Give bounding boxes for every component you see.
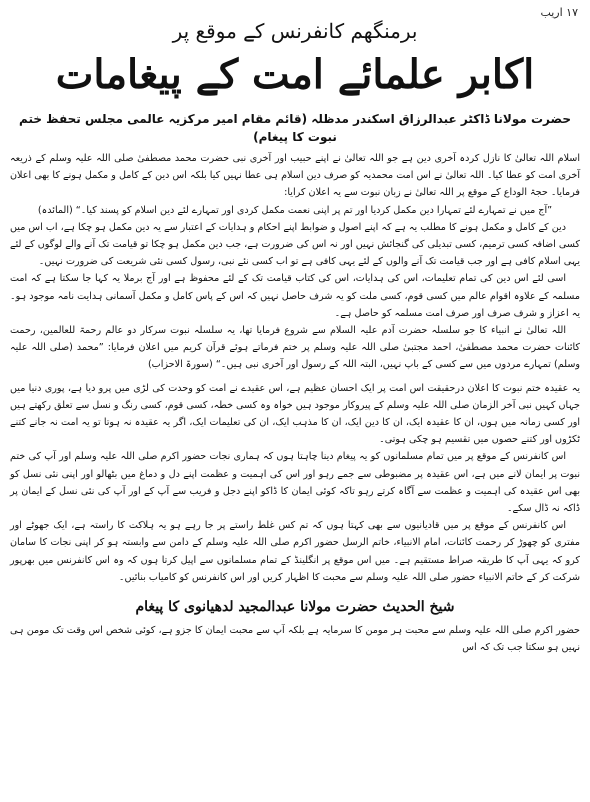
body-text (10, 150, 580, 586)
page-number: ۱۷ اریب (540, 6, 578, 19)
paragraph: اسی لئے اس دین کی تمام تعلیمات، اس کی ہدایات، اس کی کتاب قیامت تک کے لئے محفوظ ہے اور آج برملا یہ کہا جا سکتا ہے کہ امت مسلمہ کے علاوہ اقوام عالم میں کسی قوم، کسی ملت کو یہ شرف حاصل نہیں کہ اس کے پاس کامل و مکمل آسمانی ہدایت نامہ موجود ہو۔ یہ اعزاز و شرف صرف اور صرف امت مسلمہ کو حاصل ہے۔ (10, 273, 580, 319)
quran-quote: ”آج میں نے تمہارے لئے تمہارا دین مکمل کردیا اور تم پر اپنی نعمت مکمل کردی اور تمہارے لئے دین اسلام کو پسند کیا۔“ (المائدہ) (37, 204, 553, 216)
paragraph: یہ عقیدہ ختم نبوت کا اعلان درحقیقت اس امت پر ایک احسان عظیم ہے، اس عقیدے نے امت کو وحدت کی لڑی میں پرو دیا ہے، پوری دنیا میں جہاں کہیں نبی آخر الزمان صلی اللہ علیہ وسلم کے پیروکار موجود ہیں خواہ وہ کسی خطہ، کسی قوم، کسی رنگ و نسل سے تعلق رکھتے ہیں اور کسی زمانہ میں ہوں، ان کا عقیدہ ایک، ان کا دین ایک، ان کا مذہب ایک، ان کی تعلیمات ایک، اگر یہ عقیدہ نہ ہوتا تو یہ امت نہ جانے کتنے ٹکڑوں اور کتنے حصوں میں تقسیم ہو چکی ہوتی۔ (10, 382, 580, 446)
paragraph: دین کے کامل و مکمل ہونے کا مطلب یہ ہے کہ اپنے اصول و ضوابط اپنے احکام و ہدایات کے اعتبار سے یہ دین مکمل ہو چکا ہے، اب اس میں کسی اضافہ کسی ترمیم، کسی تبدیلی کی گنجائش نہیں اور نہ اس کی ضرورت ہے، جب دین مکمل ہو چکا تو قیامت تک آنے والے لوگوں کے لئے یہی اسلام کافی ہے اور جب قیامت تک آنے والوں کے لئے یہی کافی ہے تو اب کسی نئے نبی، رسول کسی نئی شریعت کی ضرورت نہیں۔ (10, 221, 580, 268)
paragraph: اسلام اللہ تعالیٰ کا نازل کردہ آخری دین ہے جو اللہ تعالیٰ نے اپنے حبیب اور آخری نبی حضرت محمد مصطفیٰ صلی اللہ علیہ وسلم کے ذریعہ آخری امت کو عطا کیا۔ اللہ تعالیٰ نے اس امت محمدیہ کو صرف دین اسلام ہی عطا نہیں کیا بلکہ اس دین کے کامل و مکمل ہونے کا بھی اعلان فرمایا۔ حجۃ الوداع کے موقع پر اللہ تعالیٰ نے زبان نبوت سے یہ اعلان کرایا: (10, 153, 580, 199)
section-title: شیخ الحدیث حضرت مولانا عبدالمجید لدھیانوی کا پیغام (135, 599, 455, 616)
pre-title: برمنگھم کانفرنس کے موقع پر (172, 19, 418, 43)
main-title: اکابر علمائے امت کے پیغامات (55, 51, 535, 98)
speaker-heading: حضرت مولانا ڈاکٹر عبدالرزاق اسکندر مدظلہ (قائم مقام امیر مرکزیہ عالمی مجلس تحفظ ختم نبوت کا پیغام) (19, 112, 571, 144)
paragraph: اس کانفرنس کے موقع پر میں تمام مسلمانوں کو یہ پیغام دینا چاہتا ہوں کہ ہماری نجات حضور اکرم صلی اللہ علیہ وسلم اور آپ کی ختم نبوت پر ایمان لانے میں ہے، اس عقیدہ پر مضبوطی سے جمے رہو اور اس کی اہمیت و عظمت اپنے دل و دماغ میں بٹھالو اور اپنی نئی نسل کو بھی اس عقیدہ کی اہمیت و عظمت سے آگاہ کرتے رہو تاکہ کوئی ایمان کا ڈاکو اپنے دجل و فریب سے آپ کے اور آپ کی نئی نسل کے ایمان پر ڈاکہ نہ ڈال سکے۔ (10, 451, 580, 515)
paragraph: اس کانفرنس کے موقع پر میں قادیانیوں سے بھی کہتا ہوں کہ تم کس غلط راستے پر جا رہے ہو یہ ہلاکت کا راستہ ہے، ایک جھوٹے اور مفتری کو چھوڑ کر رحمت کائنات، امام الانبیاء، خاتم الرسل حضور اکرم صلی اللہ علیہ وسلم کے دامن سے وابستہ ہو کر اپنی نجات کا سامان کرو کہ یہی آپ کا طریقہ صراط مستقیم ہے۔ میں اس موقع پر انگلینڈ کے تمام مسلمانوں سے اپیل کرتا ہوں کہ وہ اس کانفرنس میں بھرپور شرکت کر کے خاتم الانبیاء حضور صلی اللہ علیہ وسلم سے محبت کا اظہار کریں اور اس کانفرنس کو کامیاب بنائیں۔ (10, 520, 580, 583)
paragraph: اللہ تعالیٰ نے انبیاء کا جو سلسلہ حضرت آدم علیہ السلام سے شروع فرمایا تھا، یہ سلسلہ نبوت سرکار دو عالم رحمۃ للعالمین، رحمت کائنات حضرت محمد مصطفیٰ، احمد مجتبیٰ صلی اللہ علیہ وسلم پر ختم فرماتے ہوئے قرآن کریم میں اعلان فرمایا: ”محمد (صلی اللہ علیہ وسلم) تمہارے مردوں میں سے کسی کے باپ نہیں، البتہ اللہ کے رسول اور آخری نبی ہیں۔“ (سورۃ الاحزاب) (10, 325, 580, 371)
paragraph: حضور اکرم صلی اللہ علیہ وسلم سے محبت ہر مومن کا سرمایہ ہے بلکہ آپ سے محبت ایمان کا جزو ہے، کوئی شخص اس وقت تک مومن ہی نہیں ہو سکتا جب تک کہ اس (10, 625, 580, 654)
body-text-continued (10, 622, 580, 656)
